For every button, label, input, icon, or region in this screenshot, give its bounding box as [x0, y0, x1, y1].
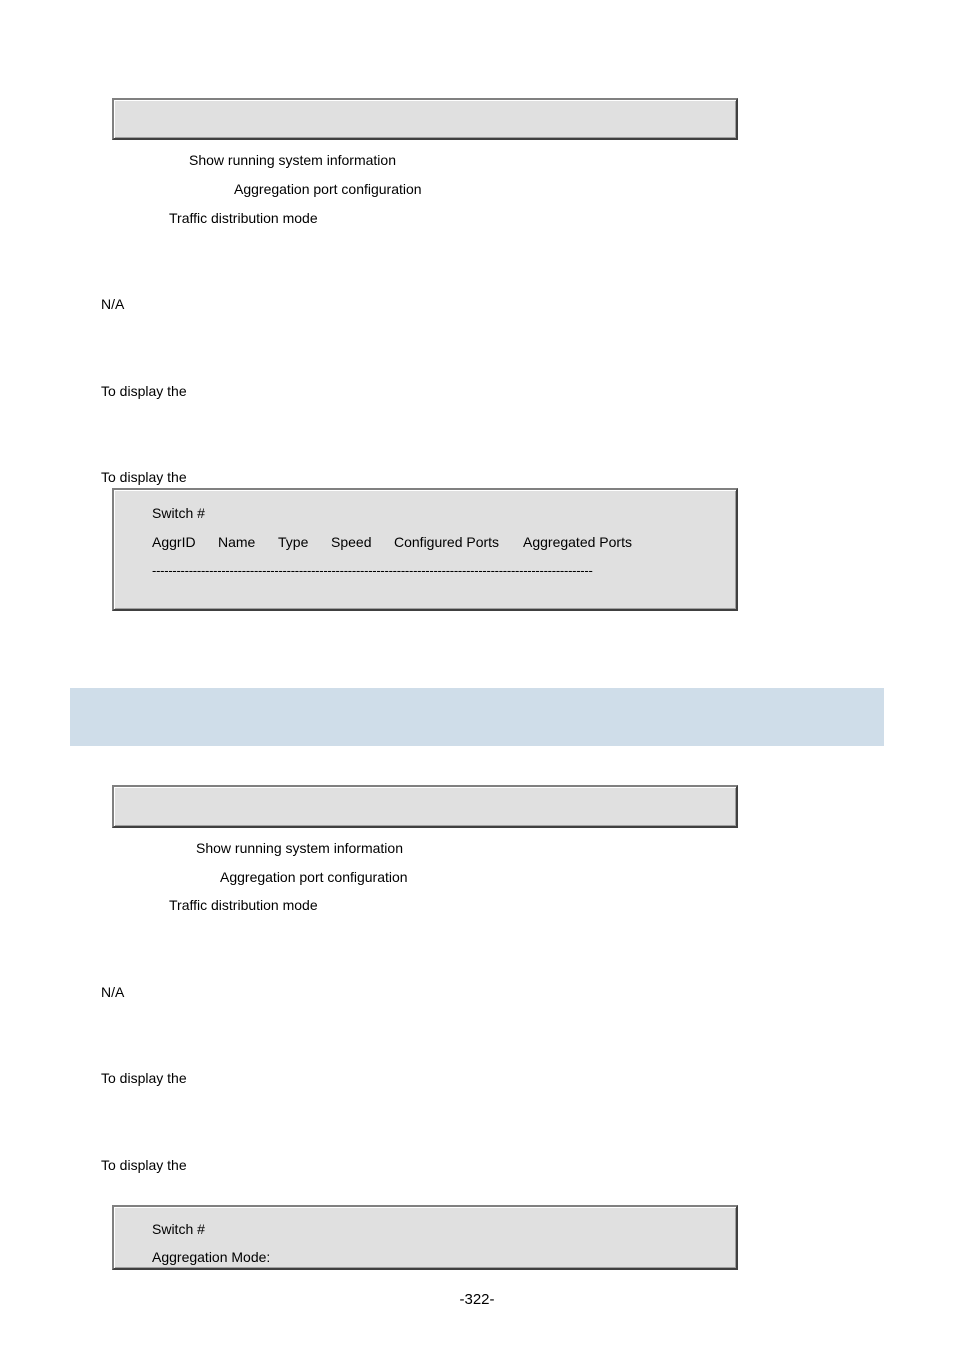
col-aggregated-ports: Aggregated Ports [523, 534, 632, 550]
usage-text-2: To display the [101, 1070, 187, 1086]
example-output-box-2 [112, 1205, 738, 1270]
prompt-line: Switch # [152, 505, 205, 521]
example-output-box [112, 488, 738, 611]
command-syntax-box-2 [112, 785, 738, 828]
default-value-2: N/A [101, 984, 125, 1000]
usage-text: To display the [101, 383, 187, 399]
separator-line: ------------------------------------------------------------------------------------------------------------ [152, 563, 593, 578]
param-aggregation-desc-2: Aggregation port configuration [220, 869, 408, 885]
col-type: Type [278, 534, 309, 550]
command-syntax-box [112, 98, 738, 140]
param-show-desc: Show running system information [189, 152, 396, 168]
section-heading-band [70, 688, 884, 746]
example-text-2: To display the [101, 1157, 187, 1173]
prompt-line-2: Switch # [152, 1221, 205, 1237]
col-name: Name [218, 534, 256, 550]
col-configured-ports: Configured Ports [394, 534, 500, 550]
col-aggrid: AggrID [152, 534, 196, 550]
param-aggregation-desc: Aggregation port configuration [234, 181, 422, 197]
param-traffic-desc-2: Traffic distribution mode [169, 897, 318, 913]
page-number: -322- [459, 1291, 495, 1308]
default-value: N/A [101, 296, 125, 312]
example-text: To display the [101, 469, 187, 485]
col-speed: Speed [331, 534, 372, 550]
aggregation-mode-line: Aggregation Mode: [152, 1249, 271, 1265]
param-show-desc-2: Show running system information [196, 840, 403, 856]
param-traffic-desc: Traffic distribution mode [169, 210, 318, 226]
